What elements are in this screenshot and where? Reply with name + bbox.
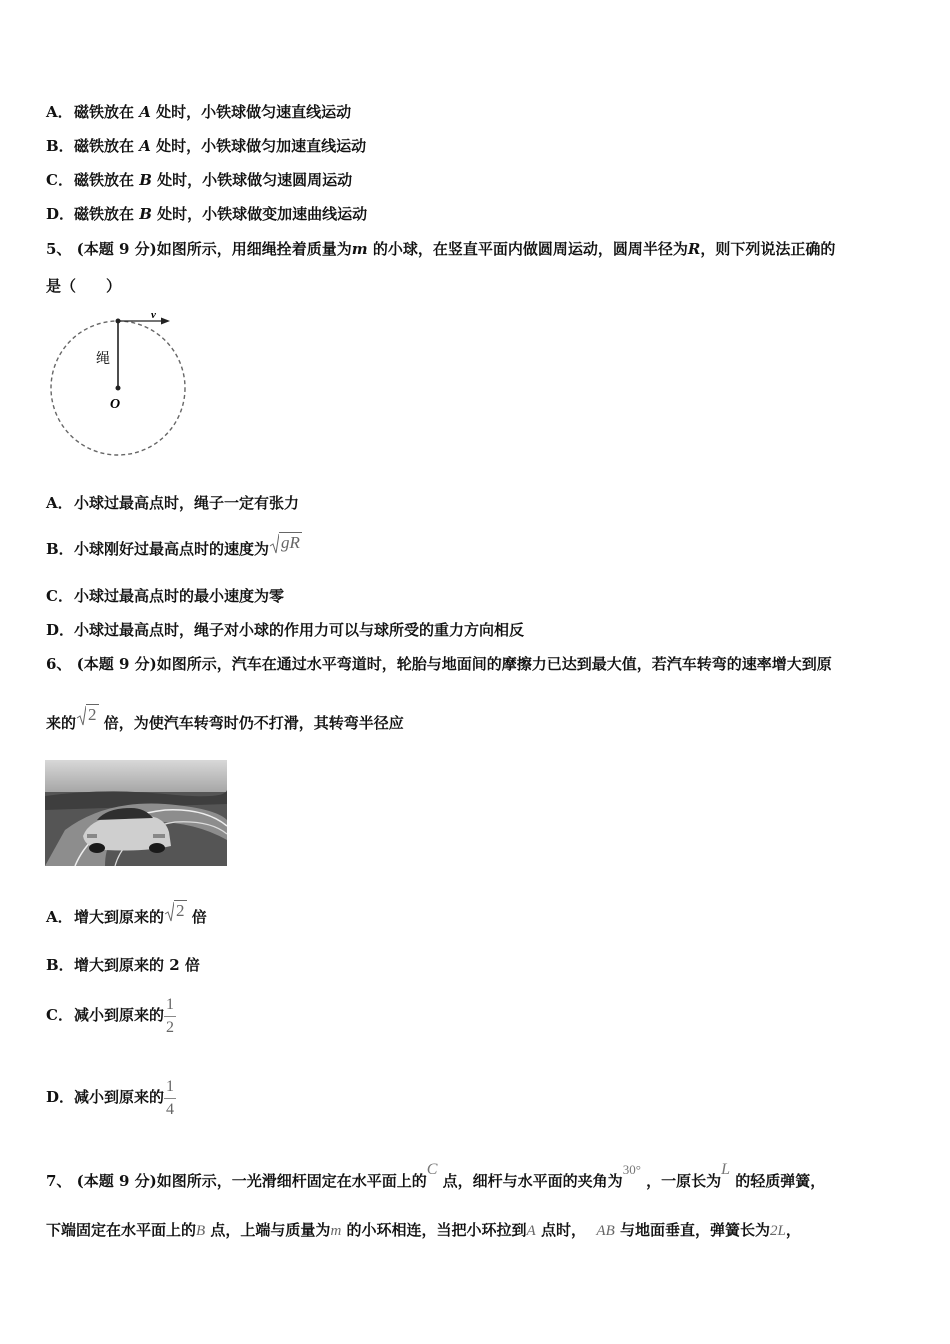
q6-stem-line1: 6、 (本题 9 分)如图所示，汽车在通过水平弯道时，轮胎与地面间的摩擦力已达到最大值，若汽车转弯的速率增大到原	[46, 655, 832, 673]
q7-stem-line2: 下端固定在水平面上的B 点，上端与质量为m 的小环相连，当把小环拉到A 点时， AB 与地面垂直，弹簧长为2L，	[46, 1221, 801, 1239]
center-label: O	[110, 397, 121, 412]
sqrt-2: 2	[76, 702, 99, 728]
q6-option-a: A．增大到原来的 2 倍	[46, 904, 207, 934]
sqrt-sign-icon	[164, 901, 174, 923]
velocity-arrow-head	[161, 318, 170, 325]
velocity-label: v	[151, 310, 156, 321]
q4-option-c: C．磁铁放在 B 处时，小铁球做匀速圆周运动	[46, 171, 353, 189]
q7-stem-line1: 7、 (本题 9 分)如图所示，一光滑细杆固定在水平面上的C 点，细杆与水平面的夹角为30° ，一原长为L 的轻质弹簧，	[46, 1161, 826, 1190]
q5-option-b: B．小球刚好过最高点时的速度为 gR	[46, 536, 302, 566]
sqrt-sign-icon	[269, 533, 279, 555]
q4-option-a: A．磁铁放在 A 处时，小铁球做匀速直线运动	[46, 103, 352, 121]
sqrt-sign-icon	[76, 705, 86, 727]
q5-circle-figure	[46, 310, 191, 462]
q6-stem-line2: 来的 2 倍，为使汽车转弯时仍不打滑，其转弯半径应	[46, 710, 404, 740]
q5-option-a: A．小球过最高点时，绳子一定有张力	[46, 494, 300, 512]
q6-option-b: B．增大到原来的 2 倍	[46, 956, 200, 974]
q6-option-d: D．减小到原来的 $\frac{1}{4}$	[46, 1077, 175, 1118]
q5-option-c: C．小球过最高点时的最小速度为零	[46, 587, 285, 605]
center-dot	[116, 386, 121, 391]
q4-option-b: B．磁铁放在 A 处时，小铁球做匀加速直线运动	[46, 137, 367, 155]
q4-option-d: D．磁铁放在 B 处时，小铁球做变加速曲线运动	[46, 205, 368, 223]
sqrt-gR: gR	[269, 530, 302, 556]
rope-label: 绳	[96, 351, 110, 367]
q5-stem-line1: 5、 (本题 9 分)如图所示，用细绳拴着质量为m 的小球，在竖直平面内做圆周运动，圆周半径为R，则下列说法正确的	[46, 240, 836, 258]
car-on-curve-photo	[45, 760, 227, 866]
car-photo-illustration	[45, 760, 227, 866]
q5-option-d: D．小球过最高点时，绳子对小球的作用力可以与球所受的重力方向相反	[46, 621, 525, 639]
q6-option-c: C．减小到原来的 $\frac{1}{2}$	[46, 995, 175, 1036]
fraction-one-quarter: $\frac{1}{4}$	[166, 1077, 175, 1118]
q5-stem-line2: 是（ ）	[46, 277, 122, 295]
fraction-one-half: $\frac{1}{2}$	[166, 995, 175, 1036]
sqrt-2-option: 2	[164, 898, 187, 924]
